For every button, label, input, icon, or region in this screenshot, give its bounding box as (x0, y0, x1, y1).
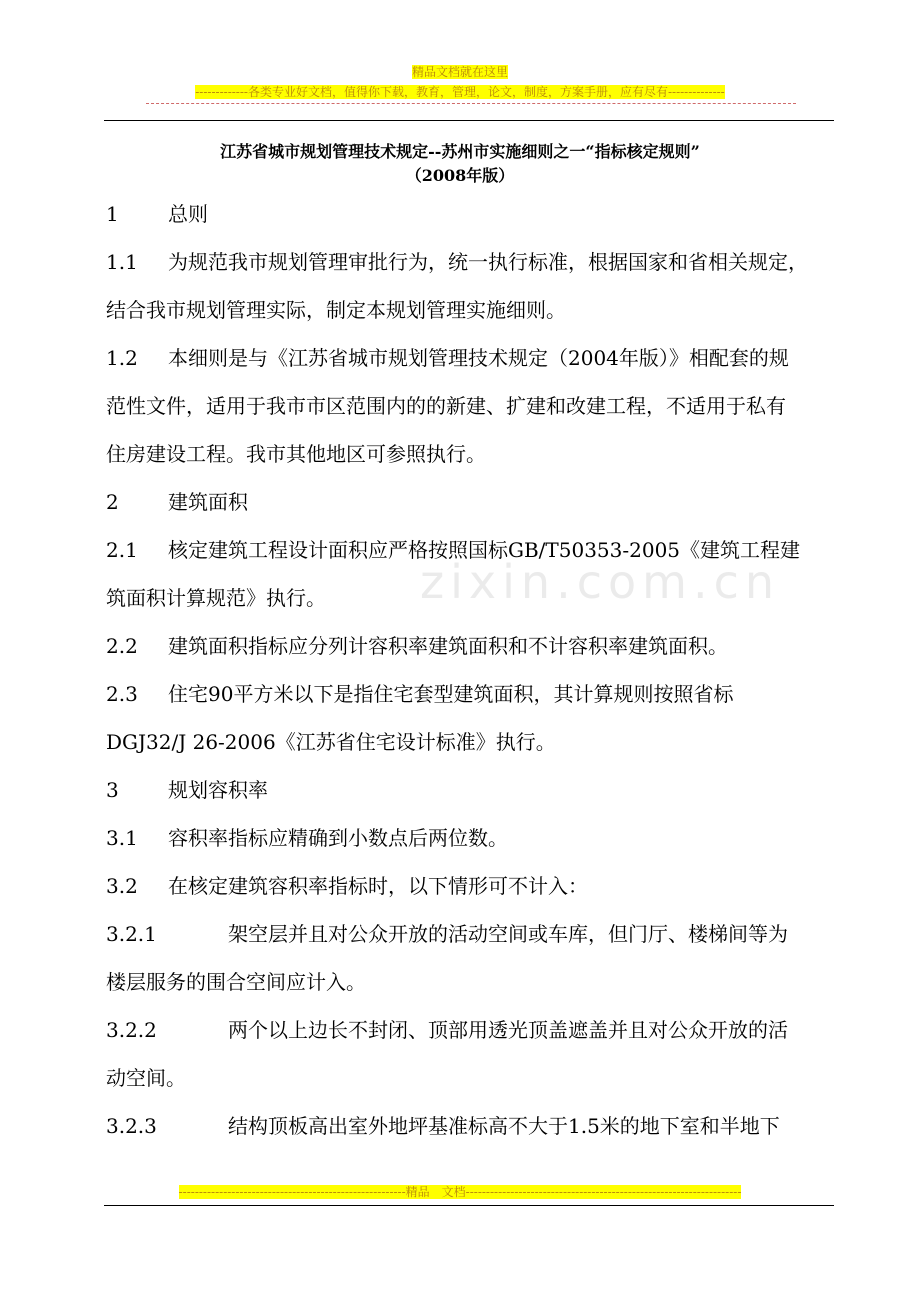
paragraph-number: 2.1 (106, 538, 138, 562)
header-banner-top-text: 精品文档就在这里 (411, 65, 508, 79)
paragraph-text: 建筑面积指标应分列计容积率建筑面积和不计容积率建筑面积。 (168, 634, 728, 658)
paragraph-text: 核定建筑工程设计面积应严格按照国标GB/T50353-2005《建筑工程建 (168, 538, 801, 562)
paragraph-text: 架空层并且对公众开放的活动空间或车库，但门厅、楼梯间等为 (228, 922, 788, 946)
paragraph-number: 1.1 (106, 250, 138, 274)
paragraph-number: 1 (106, 202, 119, 226)
paragraph-number: 3 (106, 778, 119, 802)
paragraph-text: 建筑面积 (168, 490, 248, 514)
paragraph-number: 2 (106, 490, 119, 514)
paragraph-text: 住宅90平方米以下是指住宅套型建筑面积，其计算规则按照省标 (168, 682, 734, 706)
paragraph-row (106, 766, 832, 814)
paragraph-row (106, 1102, 832, 1150)
paragraph-row (106, 190, 832, 238)
paragraph-text: 容积率指标应精确到小数点后两位数。 (168, 826, 508, 850)
footer-rule (104, 1205, 834, 1206)
paragraph-text: 结构顶板高出室外地坪基准标高不大于1.5米的地下室和半地下 (228, 1114, 780, 1138)
document-body (106, 190, 832, 1150)
paragraph-continuation: 动空间。 (106, 1066, 186, 1090)
paragraph-number: 1.2 (106, 346, 138, 370)
watermark: zixin.com.cn (420, 555, 781, 609)
paragraph-row (106, 814, 832, 862)
paragraph-number: 2.3 (106, 682, 138, 706)
paragraph-row (106, 910, 832, 958)
paragraph-text: 在核定建筑容积率指标时，以下情形可不计入： (168, 874, 588, 898)
paragraph-continuation: 结合我市规划管理实际，制定本规划管理实施细则。 (106, 298, 566, 322)
paragraph-text: 规划容积率 (168, 778, 268, 802)
paragraph-number: 3.2.3 (106, 1114, 157, 1138)
header-banner-line-text: -------------各类专业好文档，值得你下载，教育，管理，论文，制度，方案手册，应有尽有-------------- (195, 85, 725, 99)
paragraph-text: 本细则是与《江苏省城市规划管理技术规定（2004年版）》相配套的规 (168, 346, 789, 370)
paragraph-text: 为规范我市规划管理审批行为，统一执行标准，根据国家和省相关规定， (168, 250, 808, 274)
document-title: 江苏省城市规划管理技术规定--苏州市实施细则之一“指标核定规则” (220, 142, 700, 161)
paragraph-continuation: 筑面积计算规范》执行。 (106, 586, 326, 610)
paragraph-continuation: 楼层服务的围合空间应计入。 (106, 970, 366, 994)
paragraph-continuation: 范性文件，适用于我市市区范围内的的新建、扩建和改建工程，不适用于私有 (106, 394, 786, 418)
header-banner-line (0, 84, 920, 100)
paragraph-row (106, 862, 832, 910)
paragraph-row (106, 622, 832, 670)
paragraph-number: 3.2.2 (106, 1018, 157, 1042)
paragraph-row (106, 526, 832, 574)
paragraph-row (106, 334, 832, 382)
paragraph-continuation: 住房建设工程。我市其他地区可参照执行。 (106, 442, 486, 466)
paragraph-row (106, 1006, 832, 1054)
paragraph-text: 两个以上边长不封闭、顶部用透光顶盖遮盖并且对公众开放的活 (228, 1018, 788, 1042)
paragraph-row (106, 238, 832, 286)
document-year: （2008年版） (405, 166, 515, 185)
paragraph-number: 3.2 (106, 874, 138, 898)
paragraph-row (106, 478, 832, 526)
paragraph-number: 2.2 (106, 634, 138, 658)
paragraph-row (106, 670, 832, 718)
header-dashed-divider (146, 103, 796, 112)
header-rule (104, 120, 834, 121)
paragraph-number: 3.1 (106, 826, 138, 850)
paragraph-continuation: DGJ32/J 26-2006《江苏省住宅设计标准》执行。 (106, 730, 556, 754)
paragraph-text: 总则 (168, 202, 208, 226)
footer-banner-text: --------------------------------------------------------精品 文档-------------------------------------------------------------------- (178, 1185, 742, 1199)
paragraph-number: 3.2.1 (106, 922, 157, 946)
footer-banner (0, 1184, 920, 1200)
header-banner-top (0, 64, 920, 80)
